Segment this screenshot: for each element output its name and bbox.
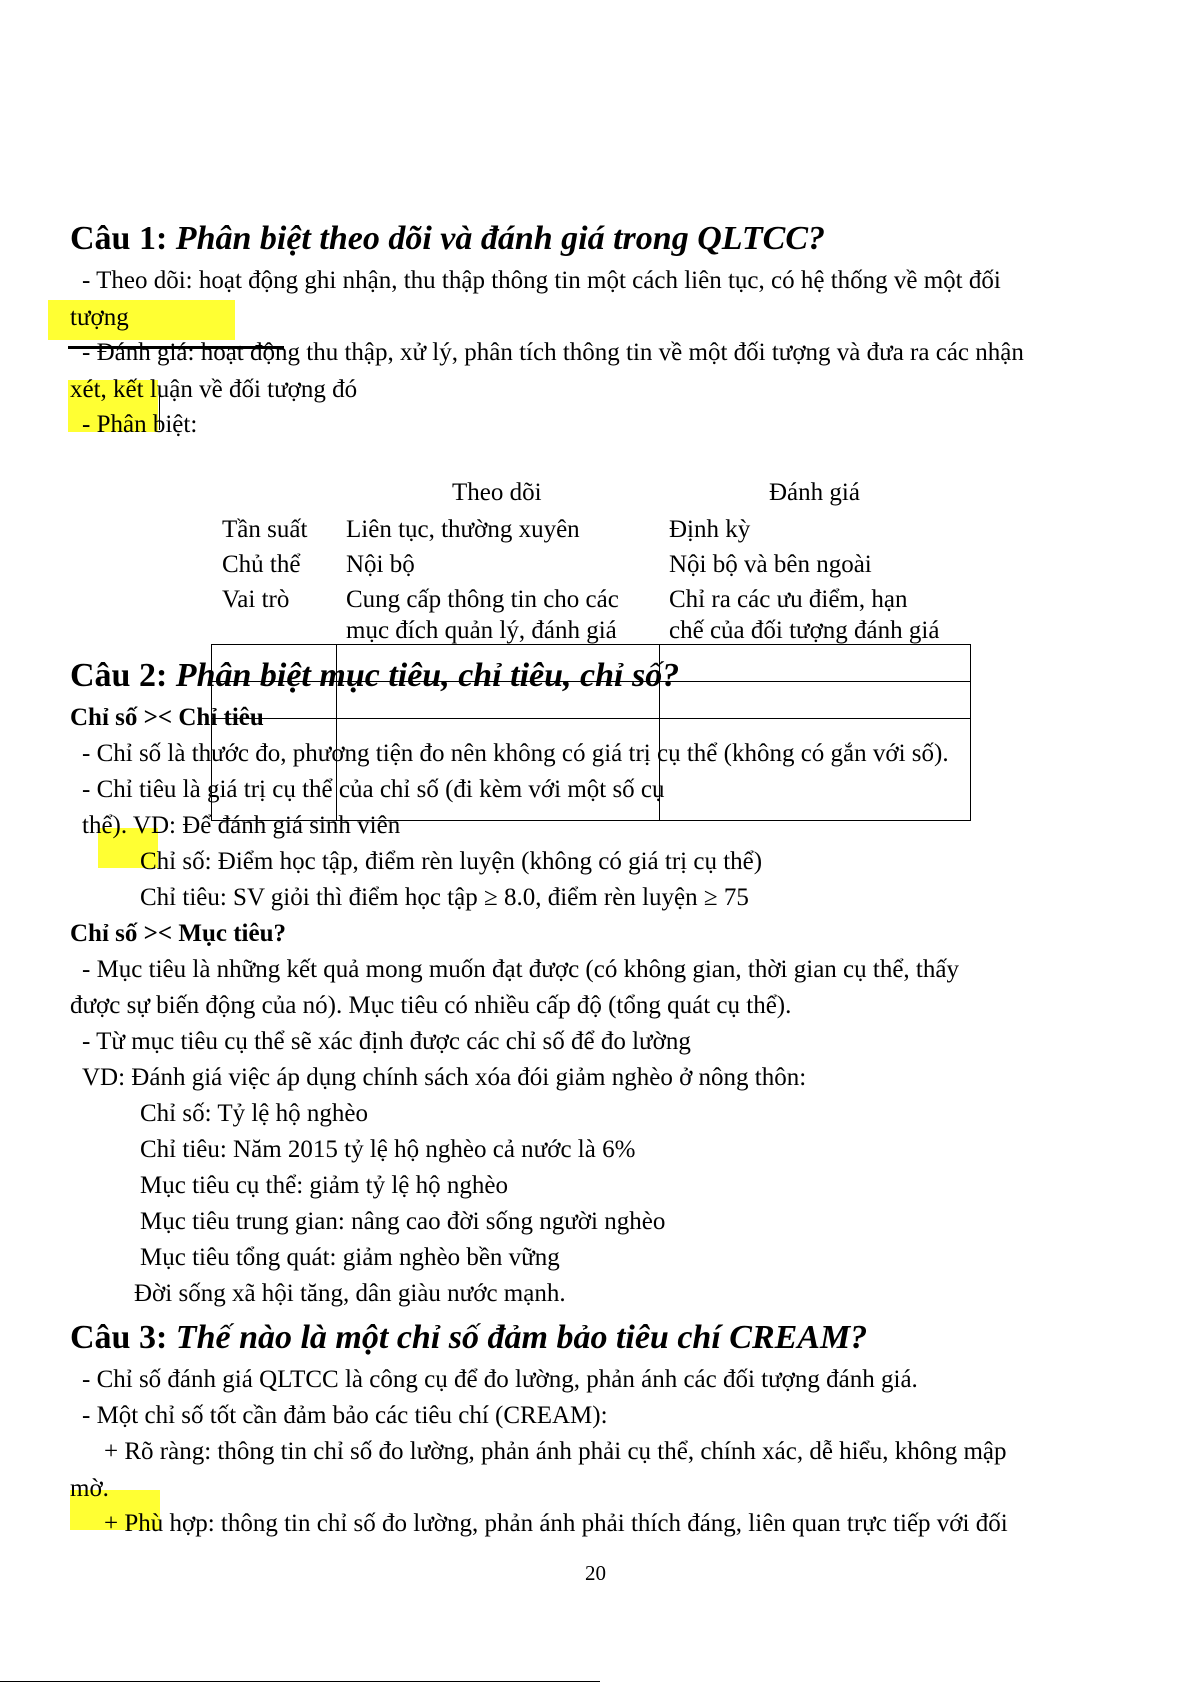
q2-title: Phân biệt mục tiêu, chỉ tiêu, chỉ số? — [175, 657, 680, 694]
q3-line: + Rõ ràng: thông tin chỉ số đo lường, phản ánh phải cụ thể, chính xác, dễ hiểu, không mập — [104, 1438, 1007, 1465]
q2-line: - Từ mục tiêu cụ thể sẽ xác định được các chỉ số để đo lường — [82, 1028, 691, 1055]
q2-line: thể). VD: Để đánh giá sinh viên — [82, 812, 401, 839]
q2-subheading-1: Chỉ số >< Chỉ tiêu — [70, 704, 264, 731]
table-cell: Định kỳ — [669, 516, 751, 543]
table-cell: Chỉ ra các ưu điểm, hạn — [669, 586, 908, 613]
q2-line: - Mục tiêu là những kết quả mong muốn đạt được (có không gian, thời gian cụ thể, thấy — [82, 956, 959, 983]
q2-heading — [70, 656, 679, 696]
table-row-label: Tần suất — [222, 516, 308, 543]
q3-line: - Một chỉ số tốt cần đảm bảo các tiêu chí (CREAM): — [82, 1402, 608, 1429]
q2-line: Đời sống xã hội tăng, dân giàu nước mạnh. — [134, 1280, 566, 1307]
q2-line: Mục tiêu cụ thể: giảm tỷ lệ hộ nghèo — [140, 1172, 508, 1199]
q3-heading — [70, 1318, 867, 1358]
table-cell: Nội bộ và bên ngoài — [669, 551, 872, 578]
q1-line1b: tượng — [70, 304, 129, 331]
q3-prefix: Câu 3: — [70, 1319, 168, 1356]
q1-line3: - Phân biệt: — [82, 411, 198, 438]
q2-line: Mục tiêu tổng quát: giảm nghèo bền vững — [140, 1244, 560, 1271]
q3-line: mờ. — [70, 1475, 109, 1502]
table-cell: chế của đối tượng đánh giá — [669, 617, 940, 644]
q3-line: - Chỉ số đánh giá QLTCC là công cụ để đo lường, phản ánh các đối tượng đánh giá. — [82, 1366, 918, 1393]
q2-line: Mục tiêu trung gian: nâng cao đời sống người nghèo — [140, 1208, 666, 1235]
table-row-label: Vai trò — [222, 586, 290, 613]
table-cell: Nội bộ — [346, 551, 415, 578]
q1-line2: - Đánh giá: hoạt động thu thập, xử lý, phân tích thông tin về một đối tượng và đưa ra các nhận — [82, 339, 1024, 366]
table-cell: mục đích quản lý, đánh giá — [346, 617, 617, 644]
q2-line: Chỉ tiêu: Năm 2015 tỷ lệ hộ nghèo cả nước là 6% — [140, 1136, 636, 1163]
q3-line: + Phù hợp: thông tin chỉ số đo lường, phản ánh phải thích đáng, liên quan trực tiếp với đối — [104, 1510, 1008, 1537]
table-gridline — [211, 718, 971, 719]
table-cell: Liên tục, thường xuyên — [346, 516, 580, 543]
table-cell: Cung cấp thông tin cho các — [346, 586, 619, 613]
q1-title: Phân biệt theo dõi và đánh giá trong QLTCC? — [175, 220, 826, 257]
q2-line: VD: Đánh giá việc áp dụng chính sách xóa đói giảm nghèo ở nông thôn: — [82, 1064, 807, 1091]
table-header-theo-doi: Theo dõi — [452, 479, 542, 506]
table-row-label: Chủ thể — [222, 551, 301, 578]
q2-line: được sự biến động của nó). Mục tiêu có nhiều cấp độ (tổng quát cụ thể). — [70, 992, 792, 1019]
q1-line2b: xét, kết luận về đối tượng đó — [70, 376, 358, 403]
q3-title: Thế nào là một chỉ số đảm bảo tiêu chí CREAM? — [175, 1319, 868, 1356]
q1-prefix: Câu 1: — [70, 220, 168, 257]
q2-subheading-2: Chỉ số >< Mục tiêu? — [70, 920, 286, 947]
table-header-danh-gia: Đánh giá — [769, 479, 860, 506]
q2-line: Chỉ số: Tỷ lệ hộ nghèo — [140, 1100, 369, 1127]
page-number: 20 — [585, 1561, 606, 1585]
q1-line1: - Theo dõi: hoạt động ghi nhận, thu thập thông tin một cách liên tục, có hệ thống về một đối — [82, 267, 1001, 294]
q1-heading — [70, 219, 825, 259]
q2-line: - Chỉ tiêu là giá trị cụ thể của chỉ số (đi kèm với một số cụ — [82, 776, 665, 803]
q2-prefix: Câu 2: — [70, 657, 168, 694]
q2-line: - Chỉ số là thước đo, phương tiện đo nên không có giá trị cụ thể (không có gắn với số). — [82, 740, 949, 767]
page-bottom-line — [0, 1681, 600, 1682]
q2-line: Chỉ số: Điểm học tập, điểm rèn luyện (không có giá trị cụ thể) — [140, 848, 763, 875]
q2-line: Chỉ tiêu: SV giỏi thì điểm học tập ≥ 8.0, điểm rèn luyện ≥ 75 — [140, 884, 749, 911]
